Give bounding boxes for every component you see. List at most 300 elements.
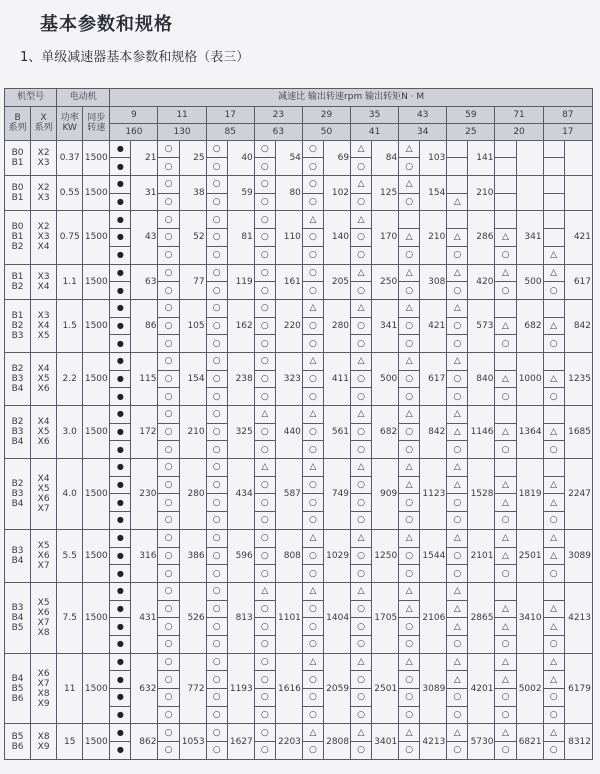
mount-symbol-cell: △ bbox=[302, 459, 323, 477]
mount-symbol-cell: ○ bbox=[399, 742, 420, 760]
mount-symbol-cell: △ bbox=[254, 582, 275, 600]
mount-symbol-cell bbox=[543, 176, 564, 194]
mount-symbol-cell: △ bbox=[302, 724, 323, 742]
mount-symbol-cell: ○ bbox=[495, 565, 516, 583]
mount-symbol-cell: ● bbox=[110, 742, 131, 760]
x-series-cell: X4 X5 X6 bbox=[31, 352, 57, 405]
mount-symbol-cell: ● bbox=[110, 406, 131, 424]
b-series-cell: B1 B2 bbox=[5, 264, 31, 299]
torque-cell: 205 bbox=[323, 264, 350, 299]
mount-symbol-cell: ○ bbox=[206, 317, 227, 335]
torque-cell: 3089 bbox=[420, 653, 447, 724]
mount-symbol-cell: ○ bbox=[158, 512, 179, 530]
mount-symbol-cell bbox=[495, 352, 516, 370]
mount-symbol-cell: ● bbox=[110, 689, 131, 707]
sync-speed-cell: 1500 bbox=[83, 406, 110, 459]
torque-cell: 280 bbox=[323, 299, 350, 352]
mount-symbol-cell: △ bbox=[302, 529, 323, 547]
mount-symbol-cell: ○ bbox=[158, 529, 179, 547]
mount-symbol-cell: △ bbox=[399, 264, 420, 282]
torque-cell: 2808 bbox=[323, 724, 350, 759]
torque-cell: 105 bbox=[179, 299, 206, 352]
mount-symbol-cell: ○ bbox=[302, 441, 323, 459]
mount-symbol-cell: △ bbox=[447, 423, 468, 441]
mount-symbol-cell: ● bbox=[110, 600, 131, 618]
mount-symbol-cell: △ bbox=[302, 211, 323, 229]
torque-cell: 813 bbox=[227, 582, 254, 653]
mount-symbol-cell: ○ bbox=[351, 618, 372, 636]
mount-symbol-cell: ○ bbox=[158, 158, 179, 176]
mount-symbol-cell: △ bbox=[543, 370, 564, 388]
mount-symbol-cell: △ bbox=[351, 653, 372, 671]
mount-symbol-cell: ○ bbox=[351, 370, 372, 388]
torque-cell: 2247 bbox=[564, 459, 592, 530]
mount-symbol-cell: ○ bbox=[495, 335, 516, 353]
mount-symbol-cell: ● bbox=[110, 529, 131, 547]
mount-symbol-cell: △ bbox=[447, 264, 468, 282]
mount-symbol-cell: ○ bbox=[399, 547, 420, 565]
mount-symbol-cell: △ bbox=[495, 653, 516, 671]
mount-symbol-cell: △ bbox=[351, 459, 372, 477]
mount-symbol-cell: ○ bbox=[206, 547, 227, 565]
torque-cell: 617 bbox=[564, 264, 592, 299]
x-series-cell: X4 X5 X6 bbox=[31, 406, 57, 459]
x-series-cell: X5 X6 X7 bbox=[31, 529, 57, 582]
torque-cell: 25 bbox=[179, 140, 206, 175]
mount-symbol-cell: ○ bbox=[351, 635, 372, 653]
mount-symbol-cell: ○ bbox=[399, 317, 420, 335]
torque-cell: 4213 bbox=[420, 724, 447, 759]
mount-symbol-cell: △ bbox=[254, 406, 275, 424]
mount-symbol-cell: ● bbox=[110, 459, 131, 477]
mount-symbol-cell: △ bbox=[543, 529, 564, 547]
mount-symbol-cell: ○ bbox=[302, 370, 323, 388]
mount-symbol-cell: ○ bbox=[254, 742, 275, 760]
mount-symbol-cell: ● bbox=[110, 211, 131, 229]
mount-symbol-cell bbox=[543, 158, 564, 176]
header-b-series: B 系列 bbox=[5, 106, 31, 140]
mount-symbol-cell: ○ bbox=[543, 742, 564, 760]
mount-symbol-cell: ○ bbox=[399, 335, 420, 353]
mount-symbol-cell: ○ bbox=[351, 246, 372, 264]
b-series-cell: B0 B1 bbox=[5, 140, 31, 175]
spec-table bbox=[4, 88, 593, 760]
mount-symbol-cell: ○ bbox=[351, 282, 372, 300]
mount-symbol-cell: ○ bbox=[158, 476, 179, 494]
mount-symbol-cell bbox=[543, 299, 564, 317]
torque-cell: 1053 bbox=[179, 724, 206, 759]
mount-symbol-cell: ○ bbox=[254, 264, 275, 282]
torque-cell: 1029 bbox=[323, 529, 350, 582]
mount-symbol-cell: ○ bbox=[254, 140, 275, 158]
mount-symbol-cell: ○ bbox=[447, 742, 468, 760]
mount-symbol-cell: ○ bbox=[543, 388, 564, 406]
mount-symbol-cell: △ bbox=[447, 299, 468, 317]
mount-symbol-cell: △ bbox=[351, 352, 372, 370]
mount-symbol-cell: ○ bbox=[206, 211, 227, 229]
torque-cell: 682 bbox=[516, 299, 543, 352]
torque-cell: 341 bbox=[372, 299, 399, 352]
sync-speed-cell: 1500 bbox=[83, 140, 110, 175]
torque-cell: 386 bbox=[179, 529, 206, 582]
section-title: 1、单级减速器基本参数和规格（表三） bbox=[20, 50, 250, 65]
torque-cell: 3089 bbox=[564, 529, 592, 582]
table-row bbox=[5, 529, 593, 547]
header-ratio: 23 bbox=[254, 106, 302, 123]
mount-symbol-cell: △ bbox=[351, 176, 372, 194]
mount-symbol-cell bbox=[495, 406, 516, 424]
mount-symbol-cell: △ bbox=[543, 423, 564, 441]
header-ratio: 11 bbox=[158, 106, 206, 123]
table-row bbox=[5, 724, 593, 742]
header-x-series: X 系列 bbox=[31, 106, 57, 140]
mount-symbol-cell: △ bbox=[495, 423, 516, 441]
mount-symbol-cell: △ bbox=[399, 299, 420, 317]
torque-cell: 1819 bbox=[516, 459, 543, 530]
torque-cell: 119 bbox=[227, 264, 254, 299]
mount-symbol-cell: ○ bbox=[206, 352, 227, 370]
mount-symbol-cell: ○ bbox=[399, 671, 420, 689]
b-series-cell: B3 B4 bbox=[5, 529, 31, 582]
mount-symbol-cell: ○ bbox=[206, 653, 227, 671]
mount-symbol-cell: ○ bbox=[206, 476, 227, 494]
mount-symbol-cell: ○ bbox=[158, 653, 179, 671]
mount-symbol-cell: △ bbox=[495, 494, 516, 512]
mount-symbol-cell: △ bbox=[302, 299, 323, 317]
mount-symbol-cell: ○ bbox=[206, 193, 227, 211]
torque-cell: 59 bbox=[227, 176, 254, 211]
mount-symbol-cell: △ bbox=[399, 582, 420, 600]
torque-cell: 308 bbox=[420, 264, 447, 299]
mount-symbol-cell: ○ bbox=[302, 689, 323, 707]
mount-symbol-cell: ○ bbox=[158, 388, 179, 406]
mount-symbol-cell: ○ bbox=[254, 706, 275, 724]
mount-symbol-cell: △ bbox=[399, 476, 420, 494]
mount-symbol-cell: ● bbox=[110, 246, 131, 264]
mount-symbol-cell bbox=[495, 299, 516, 317]
mount-symbol-cell: ○ bbox=[206, 582, 227, 600]
mount-symbol-cell: ● bbox=[110, 176, 131, 194]
torque-cell: 154 bbox=[420, 176, 447, 211]
torque-cell: 323 bbox=[275, 352, 302, 405]
mount-symbol-cell: △ bbox=[351, 724, 372, 742]
mount-symbol-cell bbox=[447, 176, 468, 194]
mount-symbol-cell: ● bbox=[110, 476, 131, 494]
mount-symbol-cell: ○ bbox=[447, 370, 468, 388]
mount-symbol-cell: △ bbox=[399, 229, 420, 247]
mount-symbol-cell: △ bbox=[399, 653, 420, 671]
mount-symbol-cell: ○ bbox=[447, 635, 468, 653]
mount-symbol-cell: ○ bbox=[206, 140, 227, 158]
mount-symbol-cell: ○ bbox=[543, 706, 564, 724]
mount-symbol-cell: ○ bbox=[351, 335, 372, 353]
torque-cell: 1250 bbox=[372, 529, 399, 582]
mount-symbol-cell: ○ bbox=[206, 282, 227, 300]
torque-cell: 316 bbox=[131, 529, 158, 582]
mount-symbol-cell: ○ bbox=[158, 193, 179, 211]
mount-symbol-cell: ○ bbox=[495, 282, 516, 300]
mount-symbol-cell: ○ bbox=[206, 158, 227, 176]
mount-symbol-cell: ○ bbox=[399, 618, 420, 636]
mount-symbol-cell: ○ bbox=[158, 706, 179, 724]
mount-symbol-cell: ○ bbox=[351, 565, 372, 583]
mount-symbol-cell: ○ bbox=[254, 388, 275, 406]
torque-cell: 573 bbox=[468, 299, 495, 352]
x-series-cell: X4 X5 X6 X7 bbox=[31, 459, 57, 530]
torque-cell: 1193 bbox=[227, 653, 254, 724]
mount-symbol-cell: ○ bbox=[399, 565, 420, 583]
torque-cell: 2501 bbox=[516, 529, 543, 582]
mount-symbol-cell: ○ bbox=[254, 335, 275, 353]
torque-cell: 5730 bbox=[468, 724, 495, 759]
mount-symbol-cell: ● bbox=[110, 388, 131, 406]
torque-cell: 69 bbox=[323, 140, 350, 175]
torque-cell: 1146 bbox=[468, 406, 495, 459]
mount-symbol-cell: △ bbox=[447, 724, 468, 742]
mount-symbol-cell: ○ bbox=[399, 193, 420, 211]
mount-symbol-cell: ○ bbox=[302, 158, 323, 176]
mount-symbol-cell: ○ bbox=[302, 494, 323, 512]
power-cell: 0.55 bbox=[57, 176, 83, 211]
header-ratio: 29 bbox=[302, 106, 350, 123]
mount-symbol-cell: ○ bbox=[447, 317, 468, 335]
torque-cell: 1364 bbox=[516, 406, 543, 459]
mount-symbol-cell: ○ bbox=[302, 176, 323, 194]
mount-symbol-cell: △ bbox=[351, 582, 372, 600]
mount-symbol-cell: ○ bbox=[254, 282, 275, 300]
mount-symbol-cell bbox=[543, 140, 564, 158]
mount-symbol-cell: ○ bbox=[447, 282, 468, 300]
torque-cell: 411 bbox=[323, 352, 350, 405]
torque-cell: 162 bbox=[227, 299, 254, 352]
mount-symbol-cell: ○ bbox=[254, 441, 275, 459]
mount-symbol-cell: ○ bbox=[302, 423, 323, 441]
torque-cell: 86 bbox=[131, 299, 158, 352]
mount-symbol-cell: ○ bbox=[254, 352, 275, 370]
mount-symbol-cell: ○ bbox=[302, 618, 323, 636]
b-series-cell: B2 B3 B4 bbox=[5, 352, 31, 405]
header-ratio: 71 bbox=[495, 106, 543, 123]
mount-symbol-cell: ○ bbox=[302, 671, 323, 689]
torque-cell: 40 bbox=[227, 140, 254, 175]
mount-symbol-cell: ● bbox=[110, 582, 131, 600]
mount-symbol-cell: ○ bbox=[206, 529, 227, 547]
torque-cell: 1000 bbox=[516, 352, 543, 405]
torque-cell: 1685 bbox=[564, 406, 592, 459]
mount-symbol-cell: ○ bbox=[351, 600, 372, 618]
header-speed: 50 bbox=[302, 123, 350, 140]
torque-cell: 210 bbox=[179, 406, 206, 459]
header-merged-title: 减速比 输出转速rpm 输出转矩N · M bbox=[110, 89, 593, 107]
mount-symbol-cell: ● bbox=[110, 158, 131, 176]
mount-symbol-cell: ○ bbox=[254, 317, 275, 335]
torque-cell: 2865 bbox=[468, 582, 495, 653]
torque-cell bbox=[516, 176, 543, 211]
mount-symbol-cell: △ bbox=[447, 618, 468, 636]
mount-symbol-cell: △ bbox=[447, 671, 468, 689]
mount-symbol-cell: ○ bbox=[302, 193, 323, 211]
mount-symbol-cell: ○ bbox=[158, 317, 179, 335]
mount-symbol-cell: △ bbox=[447, 653, 468, 671]
sync-speed-cell: 1500 bbox=[83, 299, 110, 352]
mount-symbol-cell: ○ bbox=[351, 193, 372, 211]
table-row bbox=[5, 582, 593, 600]
mount-symbol-cell: ○ bbox=[206, 512, 227, 530]
torque-cell: 84 bbox=[372, 140, 399, 175]
sync-speed-cell: 1500 bbox=[83, 529, 110, 582]
torque-cell: 21 bbox=[131, 140, 158, 175]
torque-cell: 808 bbox=[275, 529, 302, 582]
mount-symbol-cell: ○ bbox=[495, 388, 516, 406]
torque-cell: 52 bbox=[179, 211, 206, 264]
mount-symbol-cell: ○ bbox=[206, 441, 227, 459]
torque-cell: 1705 bbox=[372, 582, 399, 653]
mount-symbol-cell: ○ bbox=[158, 370, 179, 388]
torque-cell: 77 bbox=[179, 264, 206, 299]
mount-symbol-cell: △ bbox=[351, 299, 372, 317]
mount-symbol-cell: ● bbox=[110, 635, 131, 653]
mount-symbol-cell: ○ bbox=[495, 512, 516, 530]
mount-symbol-cell: ○ bbox=[399, 282, 420, 300]
mount-symbol-cell: △ bbox=[399, 352, 420, 370]
mount-symbol-cell: ● bbox=[110, 335, 131, 353]
spec-table-body bbox=[5, 140, 593, 759]
power-cell: 2.2 bbox=[57, 352, 83, 405]
x-series-cell: X3 X4 X5 bbox=[31, 299, 57, 352]
torque-cell: 2501 bbox=[372, 653, 399, 724]
mount-symbol-cell: ○ bbox=[543, 335, 564, 353]
mount-symbol-cell: ○ bbox=[158, 689, 179, 707]
mount-symbol-cell bbox=[543, 211, 564, 229]
mount-symbol-cell: ○ bbox=[206, 689, 227, 707]
mount-symbol-cell: ○ bbox=[302, 547, 323, 565]
mount-symbol-cell: ○ bbox=[495, 742, 516, 760]
mount-symbol-cell: △ bbox=[254, 459, 275, 477]
x-series-cell: X2 X3 bbox=[31, 140, 57, 175]
x-series-cell: X6 X7 X8 X9 bbox=[31, 653, 57, 724]
mount-symbol-cell: ○ bbox=[206, 618, 227, 636]
mount-symbol-cell: ○ bbox=[158, 246, 179, 264]
mount-symbol-cell: △ bbox=[447, 582, 468, 600]
mount-symbol-cell: ○ bbox=[543, 282, 564, 300]
mount-symbol-cell: ● bbox=[110, 653, 131, 671]
mount-symbol-cell: ● bbox=[110, 264, 131, 282]
torque-cell: 440 bbox=[275, 406, 302, 459]
b-series-cell: B4 B5 B6 bbox=[5, 653, 31, 724]
torque-cell bbox=[564, 176, 592, 211]
header-ratio: 9 bbox=[110, 106, 158, 123]
mount-symbol-cell: ○ bbox=[158, 441, 179, 459]
mount-symbol-cell: ○ bbox=[543, 441, 564, 459]
torque-cell: 1235 bbox=[564, 352, 592, 405]
torque-cell: 172 bbox=[131, 406, 158, 459]
mount-symbol-cell: ○ bbox=[447, 512, 468, 530]
mount-symbol-cell: ○ bbox=[158, 176, 179, 194]
mount-symbol-cell: △ bbox=[447, 406, 468, 424]
mount-symbol-cell: △ bbox=[495, 600, 516, 618]
mount-symbol-cell: ● bbox=[110, 299, 131, 317]
torque-cell: 38 bbox=[179, 176, 206, 211]
x-series-cell: X2 X3 bbox=[31, 176, 57, 211]
header-power: 功率 KW bbox=[57, 106, 83, 140]
mount-symbol-cell: △ bbox=[399, 406, 420, 424]
header-speed: 160 bbox=[110, 123, 158, 140]
mount-symbol-cell: ○ bbox=[254, 370, 275, 388]
table-row bbox=[5, 406, 593, 424]
table-row bbox=[5, 352, 593, 370]
mount-symbol-cell: ○ bbox=[206, 299, 227, 317]
mount-symbol-cell: ○ bbox=[158, 582, 179, 600]
mount-symbol-cell: ○ bbox=[206, 370, 227, 388]
mount-symbol-cell: △ bbox=[543, 618, 564, 636]
mount-symbol-cell: ○ bbox=[158, 264, 179, 282]
mount-symbol-cell: ● bbox=[110, 671, 131, 689]
mount-symbol-cell: ○ bbox=[158, 724, 179, 742]
mount-symbol-cell: △ bbox=[399, 459, 420, 477]
power-cell: 0.37 bbox=[57, 140, 83, 175]
mount-symbol-cell: ○ bbox=[351, 671, 372, 689]
mount-symbol-cell: △ bbox=[495, 529, 516, 547]
mount-symbol-cell: ○ bbox=[302, 282, 323, 300]
mount-symbol-cell: ○ bbox=[302, 140, 323, 158]
header-speed: 41 bbox=[351, 123, 399, 140]
mount-symbol-cell: △ bbox=[495, 618, 516, 636]
mount-symbol-cell: ○ bbox=[351, 423, 372, 441]
torque-cell: 5002 bbox=[516, 653, 543, 724]
mount-symbol-cell: ○ bbox=[254, 229, 275, 247]
mount-symbol-cell: △ bbox=[447, 600, 468, 618]
mount-symbol-cell: ○ bbox=[158, 211, 179, 229]
mount-symbol-cell: ○ bbox=[158, 618, 179, 636]
mount-symbol-cell: △ bbox=[543, 246, 564, 264]
mount-symbol-cell: △ bbox=[543, 724, 564, 742]
mount-symbol-cell: △ bbox=[495, 317, 516, 335]
mount-symbol-cell: ○ bbox=[351, 547, 372, 565]
power-cell: 4.0 bbox=[57, 459, 83, 530]
mount-symbol-cell bbox=[495, 140, 516, 158]
torque-cell: 2203 bbox=[275, 724, 302, 759]
x-series-cell: X8 X9 bbox=[31, 724, 57, 759]
mount-symbol-cell: ○ bbox=[495, 689, 516, 707]
mount-symbol-cell bbox=[447, 211, 468, 229]
mount-symbol-cell: ○ bbox=[206, 264, 227, 282]
mount-symbol-cell: △ bbox=[302, 653, 323, 671]
table-row bbox=[5, 299, 593, 317]
torque-cell: 54 bbox=[275, 140, 302, 175]
header-speed: 25 bbox=[447, 123, 495, 140]
mount-symbol-cell: ○ bbox=[447, 388, 468, 406]
torque-cell: 6179 bbox=[564, 653, 592, 724]
mount-symbol-cell: ○ bbox=[447, 246, 468, 264]
mount-symbol-cell: ○ bbox=[399, 689, 420, 707]
torque-cell: 102 bbox=[323, 176, 350, 211]
torque-cell: 4201 bbox=[468, 653, 495, 724]
mount-symbol-cell: △ bbox=[543, 671, 564, 689]
torque-cell: 421 bbox=[564, 211, 592, 264]
mount-symbol-cell: ○ bbox=[158, 423, 179, 441]
mount-symbol-cell: ○ bbox=[399, 512, 420, 530]
b-series-cell: B2 B3 B4 bbox=[5, 406, 31, 459]
torque-cell: 80 bbox=[275, 176, 302, 211]
power-cell: 7.5 bbox=[57, 582, 83, 653]
mount-symbol-cell: ○ bbox=[399, 246, 420, 264]
mount-symbol-cell: △ bbox=[495, 476, 516, 494]
torque-cell: 3410 bbox=[516, 582, 543, 653]
mount-symbol-cell: ○ bbox=[447, 547, 468, 565]
torque-cell: 280 bbox=[179, 459, 206, 530]
mount-symbol-cell: △ bbox=[447, 476, 468, 494]
mount-symbol-cell: ○ bbox=[254, 689, 275, 707]
